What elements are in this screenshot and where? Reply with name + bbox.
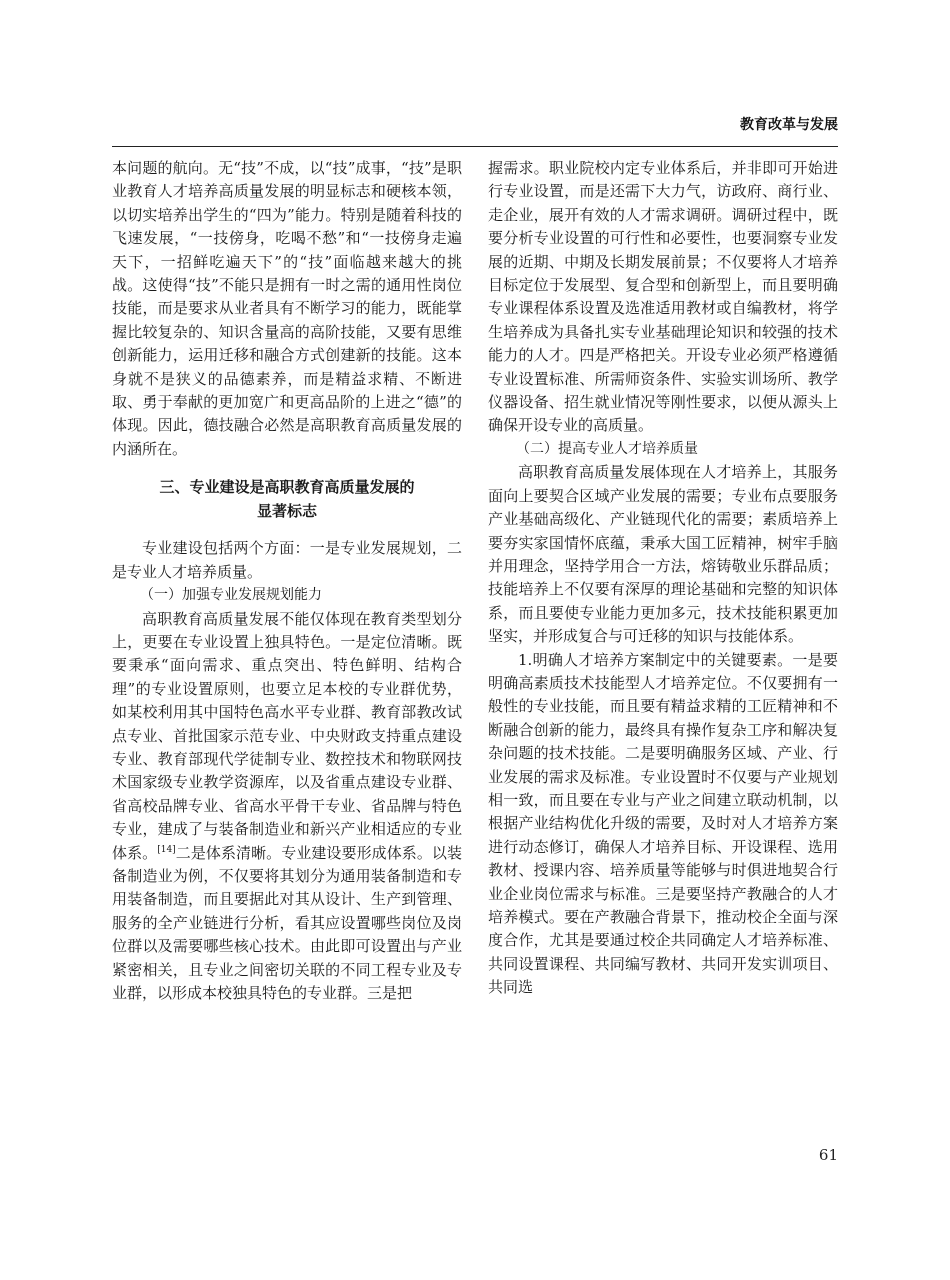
paragraph: [112, 608, 462, 1006]
citation-ref[interactable]: [14]: [157, 844, 176, 855]
paragraph: 高职教育高质量发展体现在人才培养上，其服务面向上要契合区域产业发展的需要；专业布点要服务产业基础高级化、产业链现代化的需要；素质培养上要夯实家国情怀底蕴，秉承大国工匠精神，树牢手脑并用理念，坚持学用合一方法，熔铸敬业乐群品质；技能培养上不仅要有深厚的理论基础和完整的知识体系，而且要使专业能力更加多元，技术技能积累更加坚实，并形成复合与可迁移的知识与技能体系。: [488, 463, 838, 646]
paragraph: 本问题的航向。无“技”不成，以“技”成事，“技”是职业教育人才培养高质量发展的明显标志和硬核本领，以切实培养出学生的“四为”能力。特别是随着科技的飞速发展，“一技傍身，吃喝不愁”和“一技傍身走遍天下，一招鲜吃遍天下”的“技”面临越来越大的挑战。这使得“技”不能只是拥有一时之需的通用性岗位技能，而是要求从业者具有不断学习的能力，既能掌握比较复杂的、知识含量高的高阶技能，又要有思维创新能力，运用迁移和融合方式创建新的技能。这本身就不是狭义的品德素养，而是精益求精、不断进取、勇于奉献的更加宽广和更高品阶的上进之“德”的体现。因此，德技融合必然是高职教育高质量发展的内涵所在。: [112, 159, 462, 458]
subheading: （二）提高专业人才培养质量: [516, 440, 698, 457]
header-rule: [112, 146, 838, 147]
right-column: [488, 157, 838, 1000]
section-title-line: 显著标志: [256, 502, 317, 521]
left-column: [112, 157, 462, 1005]
page-number: 61: [818, 1146, 838, 1164]
paragraph-lead: 1.明确人才培养方案制定中的关键要素。: [518, 650, 793, 669]
section-title: [112, 475, 462, 523]
paragraph: 专业建设包括两个方面：一是专业发展规划，二是专业人才培养质量。: [112, 539, 462, 581]
journal-header: 教育改革与发展: [740, 117, 838, 133]
paragraph-text: 一是要明确高素质技术技能型人才培养定位。不仅要拥有一般性的专业技能，而且要有精益求精的工匠精神和不断融合创新的能力，最终具有操作复杂工序和解决复杂问题的技术技能。二是要明确服务区域、产业、行业发展的需求及标准。专业设置时不仅要与产业规划相一致，而且要在专业与产业之间建立联动机制，以根据产业结构优化升级的需要，及时对人才培养方案进行动态修订，确保人才培养目标、开设课程、选用教材、授课内容、培养质量等能够与时俱进地契合行业企业岗位需求与标准。三是要坚持产教融合的人才培养模式。要在产教融合背景下，推动校企全面与深度合作，尤其是要通过校企共同确定人才培养标准、共同设置课程、共同编写教材、共同开发实训项目、共同选: [488, 650, 838, 997]
section-title-line: 三、专业建设是高职教育高质量发展的: [159, 478, 415, 497]
paragraph: 握需求。职业院校内定专业体系后，并非即可开始进行专业设置，而是还需下大力气，访政府、商行业、走企业，展开有效的人才需求调研。调研过程中，既要分析专业设置的可行性和必要性，也要洞察专业发展的近期、中期及长期发展前景；不仅要将人才培养目标定位于发展型、复合型和创新型上，而且要明确专业课程体系设置及选准适用教材或自编教材，将学生培养成为具备扎实专业基础理论知识和较强的技术能力的人才。四是严格把关。开设专业必须严格遵循专业设置标准、所需师资条件、实验实训场所、教学仪器设备、招生就业情况等刚性要求，以便从源头上确保开设专业的高质量。: [488, 159, 838, 435]
paragraph: [488, 649, 838, 1000]
subheading: （一）加强专业发展规划能力: [140, 587, 322, 604]
paragraph-text: 二是体系清晰。专业建设要形成体系。以装备制造业为例，不仅要将其划分为通用装备制造和专用装备制造，而且要据此对其从设计、生产到管理、服务的全产业链进行分析，看其应设置哪些岗位及岗位群以及需要哪些核心技术。由此即可设置出与产业紧密相关，且专业之间密切关联的不同工程专业及专业群，以形成本校独具特色的专业群。三是把: [112, 843, 462, 1002]
paragraph-text: 高职教育高质量发展不能仅体现在教育类型划分上，更要在专业设置上独具特色。一是定位清晰。既要秉承“面向需求、重点突出、特色鲜明、结构合理”的专业设置原则，也要立足本校的专业群优势，如某校利用其中国特色高水平专业群、教育部教改试点专业、首批国家示范专业、中央财政支持重点建设专业、教育部现代学徒制专业、数控技术和物联网技术国家级专业教学资源库，以及省重点建设专业群、省高校品牌专业、省高水平骨干专业、省品牌与特色专业，建成了与装备制造业和新兴产业相适应的专业体系。: [112, 609, 462, 862]
